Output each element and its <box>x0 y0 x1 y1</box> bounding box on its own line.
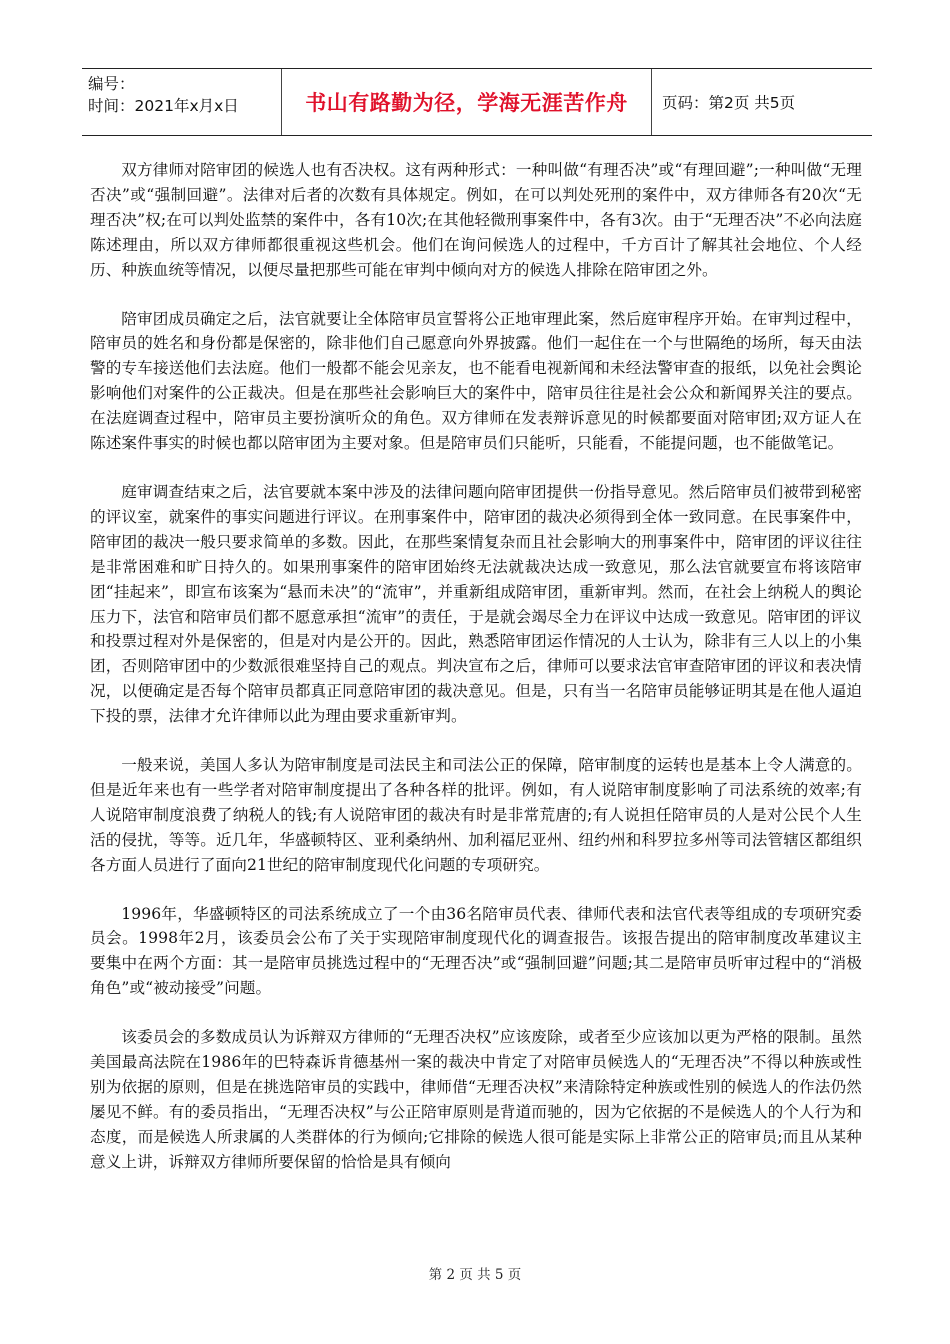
paragraph-2: 陪审团成员确定之后，法官就要让全体陪审员宣誓将公正地审理此案，然后庭审程序开始。在审判过程中，陪审员的姓名和身份都是保密的，除非他们自己愿意向外界披露。他们一起住在一个与世隔绝的场所，每天由法警的专车接送他们去法庭。他们一般都不能会见亲友，也不能看电视新闻和未经法警审查的报纸，以免社会舆论影响他们对案件的公正裁决。但是在那些社会影响巨大的案件中，陪审员往往是社会公众和新闻界关注的要点。在法庭调查过程中，陪审员主要扮演听众的角色。双方律师在发表辩诉意见的时候都要面对陪审团;双方证人在陈述案件事实的时候也都以陪审团为主要对象。但是陪审员们只能听，只能看，不能提问题，也不能做笔记。 <box>90 309 862 453</box>
header-meta <box>82 69 282 135</box>
header-motto: 书山有路勤为径，学海无涯苦作舟 <box>282 69 652 135</box>
paragraph-3: 庭审调查结束之后，法官要就本案中涉及的法律问题向陪审团提供一份指导意见。然后陪审员们被带到秘密的评议室，就案件的事实问题进行评议。在刑事案件中，陪审团的裁决必须得到全体一致同意。在民事案件中，陪审团的裁决一般只要求简单的多数。因此，在那些案情复杂而且社会影响大的刑事案件中，陪审团的评议往往是非常困难和旷日持久的。如果刑事案件的陪审团始终无法就裁决达成一致意见，那么法官就要宣布将该陪审团“挂起来”，即宣布该案为“悬而未决”的“流审”，并重新组成陪审团，重新审判。然而，在社会上纳税人的舆论压力下，法官和陪审员们都不愿意承担“流审”的责任，于是就会竭尽全力在评议中达成一致意见。陪审团的评议和投票过程对外是保密的，但是对内是公开的。因此，熟悉陪审团运作情况的人士认为，除非有三人以上的小集团，否则陪审团中的少数派很难坚持自己的观点。判决宣布之后，律师可以要求法官审查陪审团的评议和表决情况，以便确定是否每个陪审员都真正同意陪审团的裁决意见。但是，只有当一名陪审员能够证明其是在他人逼迫下投的票，法律才允许律师以此为理由要求重新审判。 <box>90 482 862 726</box>
paragraph-6: 该委员会的多数成员认为诉辩双方律师的“无理否决权”应该废除，或者至少应该加以更为严格的限制。虽然美国最高法院在1986年的巴特森诉肯德基州一案的裁决中肯定了对陪审员候选人的“无理否决”不得以种族或性别为依据的原则，但是在挑选陪审员的实践中，律师借“无理否决权”来清除特定种族或性别的候选人的作法仍然屡见不鲜。有的委员指出，“无理否决权”与公正陪审原则是背道而驰的，因为它依据的不是候选人的个人行为和态度，而是候选人所隶属的人类群体的行为倾向;它排除的候选人很可能是实际上非常公正的陪审员;而且从某种意义上讲，诉辩双方律师所要保留的恰恰是具有倾向 <box>90 1028 862 1171</box>
document-date: 时间：2021年x月x日 <box>88 97 239 115</box>
document-number-label: 编号： <box>88 75 135 93</box>
paragraph-1: 双方律师对陪审团的候选人也有否决权。这有两种形式：一种叫做“有理否决”或“有理回避”;一种叫做“无理否决”或“强制回避”。法律对后者的次数有具体规定。例如，在可以判处死刑的案件中，双方律师各有20次“无理否决”权;在可以判处监禁的案件中，各有10次;在其他轻微刑事案件中，各有3次。由于“无理否决”不必向法庭陈述理由，所以双方律师都很重视这些机会。他们在询问候选人的过程中，千方百计了解其社会地位、个人经历、种族血统等情况，以便尽量把那些可能在审判中倾向对方的候选人排除在陪审团之外。 <box>90 161 862 279</box>
header-page-info: 页码：第2页 共5页 <box>662 94 796 112</box>
page-footer: 第 2 页 共 5 页 <box>428 1267 522 1283</box>
paragraph-4: 一般来说，美国人多认为陪审制度是司法民主和司法公正的保障，陪审制度的运转也是基本上令人满意的。但是近年来也有一些学者对陪审制度提出了各种各样的批评。例如，有人说陪审制度影响了司法系统的效率;有人说陪审制度浪费了纳税人的钱;有人说陪审团的裁决有时是非常荒唐的;有人说担任陪审员的人是对公民个人生活的侵扰，等等。近几年，华盛顿特区、亚利桑纳州、加利福尼亚州、纽约州和科罗拉多州等司法管辖区都组织各方面人员进行了面向21世纪的陪审制度现代化问题的专项研究。 <box>90 756 862 874</box>
page-header <box>82 68 872 136</box>
paragraph-5: 1996年，华盛顿特区的司法系统成立了一个由36名陪审员代表、律师代表和法官代表等组成的专项研究委员会。1998年2月，该委员会公布了关于实现陪审制度现代化的调查报告。该报告提出的陪审制度改革建议主要集中在两个方面：其一是陪审员挑选过程中的“无理否决”或“强制回避”问题;其二是陪审员听审过程中的“消极角色”或“被动接受”问题。 <box>90 904 862 998</box>
document-body <box>90 158 862 1199</box>
